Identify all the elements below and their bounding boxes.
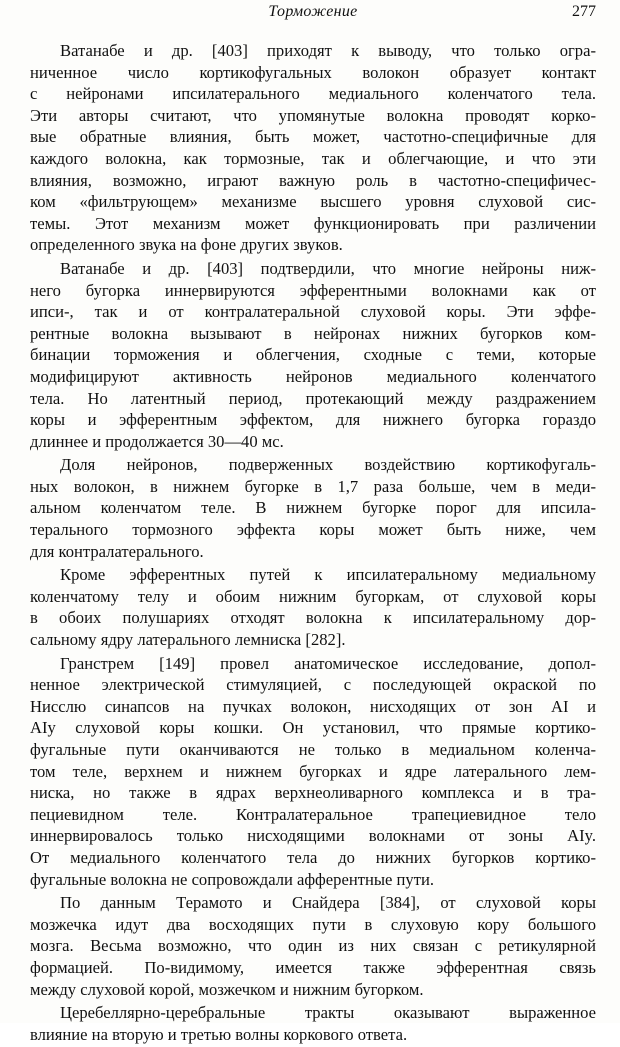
text-line: мозга. Весьма возможно, что один из них связан с ретикулярной bbox=[30, 936, 596, 956]
paragraph bbox=[30, 40, 596, 256]
text-line: влияние на вторую и третью волны коркового ответа. bbox=[30, 1024, 408, 1044]
text-line: терального тормозного эффекта коры может быть ниже, чем bbox=[30, 520, 596, 540]
text-line: с нейронами ипсилатерального медиального коленчатого тела. bbox=[30, 84, 596, 104]
text-line: Церебеллярно-церебральные тракты оказывают выраженное bbox=[60, 1003, 596, 1023]
text-line: темы. Этот механизм может функционировать при различении bbox=[30, 213, 596, 233]
text-line: модифицируют активность нейронов медиального коленчатого bbox=[30, 366, 596, 386]
text-line: для контралатерального. bbox=[30, 541, 204, 561]
text-line: тела. Но латентный период, протекающий между раздражением bbox=[30, 388, 596, 408]
text-line: ипси-, так и от контралатеральной слуховой коры. Эти эффе- bbox=[30, 302, 596, 322]
text-line: Кроме эфферентных путей к ипсилатеральному медиальному bbox=[60, 565, 596, 585]
text-line: рентные волокна вызывают в нейронах нижних бугорков ком- bbox=[30, 323, 596, 343]
text-line: ненное электрической стимуляцией, с последующей окраской по bbox=[30, 675, 596, 695]
text-line: формацией. По-видимому, имеется также эфферентная связь bbox=[30, 957, 596, 977]
text-line: фугальные пути оканчиваются не только в медиальном коленча- bbox=[30, 740, 596, 759]
paragraph bbox=[30, 653, 596, 891]
text-line: том теле, верхнем и нижнем бугорках и ядре латерального лем- bbox=[30, 761, 596, 781]
text-line: альном коленчатом теле. В нижнем бугорке порог для ипсила- bbox=[30, 498, 596, 518]
text-line: в обоих полушариях отходят волокна к ипсилатеральному дор- bbox=[30, 608, 596, 628]
paragraph bbox=[30, 892, 596, 1000]
text-line: ных волокон, в нижнем бугорке в 1,7 раза больше, чем в меди- bbox=[30, 476, 596, 496]
text-line: Эти авторы считают, что упомянутые волокна проводят корко- bbox=[30, 105, 596, 125]
text-line: Ватанабе и др. [403] приходят к выводу, что только огра- bbox=[60, 41, 596, 60]
text-line: него бугорка иннервируются эфферентными волокнами как от bbox=[30, 280, 596, 300]
text-line: иннервировалось только нисходящими волокнами от зоны AIy. bbox=[30, 826, 596, 846]
text-line: От медиального коленчатого тела до нижних бугорков кортико- bbox=[30, 847, 596, 867]
running-header bbox=[30, 3, 596, 25]
paragraph bbox=[30, 564, 596, 650]
paragraph bbox=[30, 454, 596, 562]
text-line: По данным Терамото и Снайдера [384], от слуховой коры bbox=[60, 893, 596, 913]
paragraph bbox=[30, 1002, 596, 1045]
text-line: между слуховой корой, мозжечком и нижним бугорком. bbox=[30, 979, 424, 999]
text-line: коленчатому телу и обоим нижним бугоркам, от слуховой коры bbox=[30, 586, 596, 606]
text-line: пециевидном теле. Контралатеральное трапециевидное тело bbox=[30, 804, 596, 824]
text-line: Гранстрем [149] провел анатомическое исследование, допол- bbox=[60, 653, 596, 673]
page-number: 277 bbox=[572, 3, 596, 20]
text-line: каждого волокна, как тормозные, так и облегчающие, и что эти bbox=[30, 148, 596, 168]
text-line: вые обратные влияния, быть может, частотно-специфичные для bbox=[30, 127, 596, 147]
text-line: мозжечка идут два восходящих пути в слуховую кору большого bbox=[30, 914, 596, 934]
text-line: Нисслю синапсов на пучках волокон, нисходящих от зон AI и bbox=[30, 696, 596, 716]
text-line: бинации торможения и облегчения, сходные с теми, которые bbox=[30, 345, 596, 365]
text-line: Доля нейронов, подверженных воздействию кортикофугаль- bbox=[60, 455, 596, 475]
text-line: сальному ядру латерального лемниска [282]. bbox=[30, 630, 346, 650]
text-line: ниченное число кортикофугальных волокон образует контакт bbox=[30, 62, 596, 82]
text-line: фугальные волокна не сопровождали афферентные пути. bbox=[30, 869, 434, 889]
text-line: длиннее и продолжается 30—40 мс. bbox=[30, 431, 284, 451]
text-line: ком «фильтрующем» механизме высшего уровня слуховой сис- bbox=[30, 192, 596, 212]
text-line: Ватанабе и др. [403] подтвердили, что многие нейроны ниж- bbox=[60, 258, 596, 278]
text-line: коры и эфферентным эффектом, для нижнего бугорка гораздо bbox=[30, 410, 596, 430]
text-line: AIy слуховой коры кошки. Он установил, что прямые кортико- bbox=[30, 718, 596, 738]
text-line: ниска, но также в ядрах верхнеоливарного комплекса и в тра- bbox=[30, 783, 596, 803]
text-line: влияния, возможно, играют важную роль в частотно-специфичес- bbox=[30, 170, 596, 190]
running-title: Торможение bbox=[268, 3, 358, 20]
body-text bbox=[30, 40, 596, 1047]
paragraph bbox=[30, 258, 596, 452]
text-line: определенного звука на фоне других звуков. bbox=[30, 235, 343, 255]
